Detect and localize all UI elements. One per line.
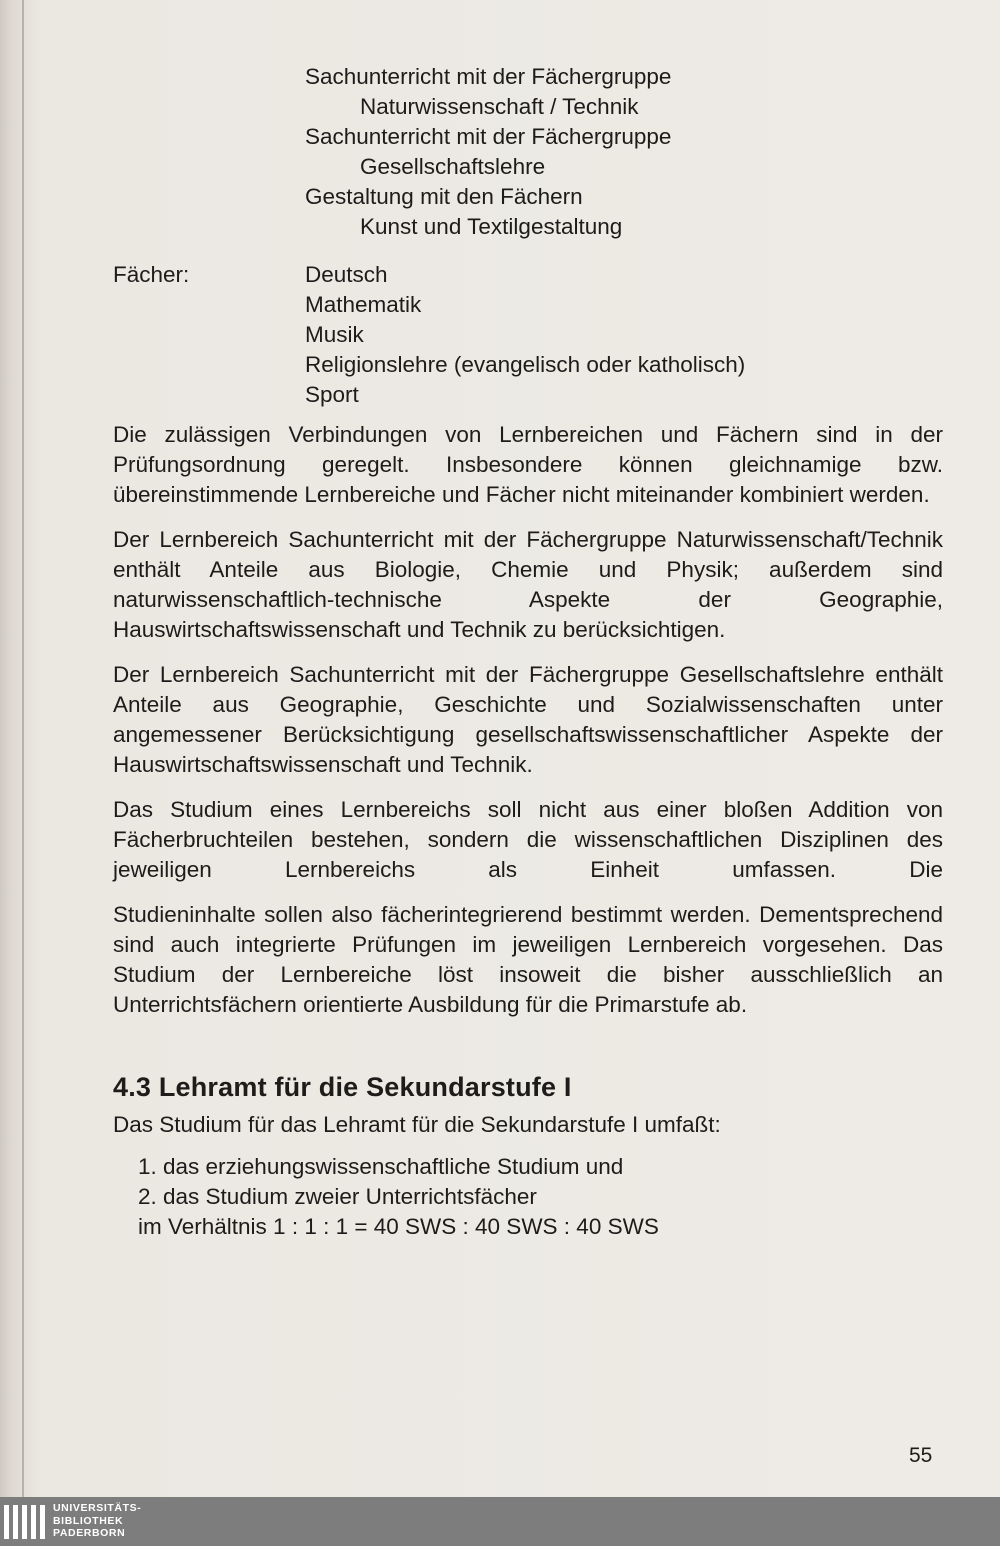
paragraph-naturwissenschaft: Der Lernbereich Sachunterricht mit der Fächergruppe Naturwissenschaft/Technik enthält Anteile aus Biologie, Chemie und Physik; außerdem sind naturwissenschaftlich-technische Aspekte der Geographie, Hauswirtschaftswissenschaft und Technik zu berücksichtigen. — [113, 527, 943, 642]
library-logo-text — [53, 1502, 141, 1540]
section-ratio: im Verhältnis 1 : 1 : 1 = 40 SWS : 40 SWS : 40 SWS — [138, 1214, 659, 1239]
page-number: 55 — [909, 1444, 933, 1467]
lernbereich-line: Kunst und Textilgestaltung — [360, 214, 623, 239]
lernbereich-line: Gesellschaftslehre — [360, 154, 546, 179]
lernbereich-line: Gestaltung mit den Fächern — [305, 184, 583, 209]
page-spine — [22, 0, 24, 1497]
fach-item: Sport — [305, 382, 359, 407]
lernbereich-line: Naturwissenschaft / Technik — [360, 94, 639, 119]
fach-item: Mathematik — [305, 292, 422, 317]
fach-item: Musik — [305, 322, 364, 347]
section-item: 1. das erziehungswissenschaftliche Studium und — [138, 1154, 624, 1179]
fach-item: Deutsch — [305, 262, 388, 287]
faecher-list — [113, 260, 943, 420]
logo-line: PADERBORN — [53, 1527, 126, 1539]
paragraph-gesellschaftslehre: Der Lernbereich Sachunterricht mit der Fächergruppe Gesellschaftslehre enthält Anteile aus Geographie, Geschichte und Sozialwissenschaften unter angemessener Berücksichtigung gesellschaftswissenschaftlicher Aspekte der Hauswirtschaftswissenschaft und Technik. — [113, 662, 943, 777]
section-intro: Das Studium für das Lehramt für die Sekundarstufe I umfaßt: — [113, 1112, 721, 1137]
faecher-label: Fächer: — [113, 262, 190, 287]
logo-line: UNIVERSITÄTS- — [53, 1502, 142, 1514]
paragraph-verbindungen: Die zulässigen Verbindungen von Lernbereichen und Fächern sind in der Prüfungsordnung geregelt. Insbesondere können gleichnamige bzw. übereinstimmende Lernbereiche und Fächer nicht miteinander kombiniert werden. — [113, 422, 943, 507]
section-item: 2. das Studium zweier Unterrichtsfächer — [138, 1184, 537, 1209]
paragraph-studium-lernbereich: Das Studium eines Lernbereichs soll nicht aus einer bloßen Addition von Fächerbruchteilen bestehen, sondern die wissenschaftlichen Disziplinen des jeweiligen Lernbereichs als Einheit umfassen. Die — [113, 797, 943, 882]
logo-line: BIBLIOTHEK — [53, 1514, 124, 1527]
lernbereich-line: Sachunterricht mit der Fächergruppe — [305, 124, 672, 149]
library-footer — [0, 1497, 1000, 1546]
fach-item: Religionslehre (evangelisch oder katholisch) — [305, 352, 746, 377]
paragraph-studieninhalte: Studieninhalte sollen also fächerintegrierend bestimmt werden. Dementsprechend sind auch integrierte Prüfungen im jeweiligen Lernbereich vorgesehen. Das Studium der Lernbereiche löst insoweit die bisher ausschließlich an Unterrichtsfächern orientierte Ausbildung für die Primarstufe ab. — [113, 902, 943, 1017]
library-logo-icon — [4, 1505, 48, 1539]
lernbereich-line: Sachunterricht mit der Fächergruppe — [305, 64, 672, 89]
page-content — [113, 62, 943, 1242]
section-heading: 4.3 Lehramt für die Sekundarstufe I — [113, 1072, 572, 1102]
lernbereiche-list — [113, 62, 943, 248]
